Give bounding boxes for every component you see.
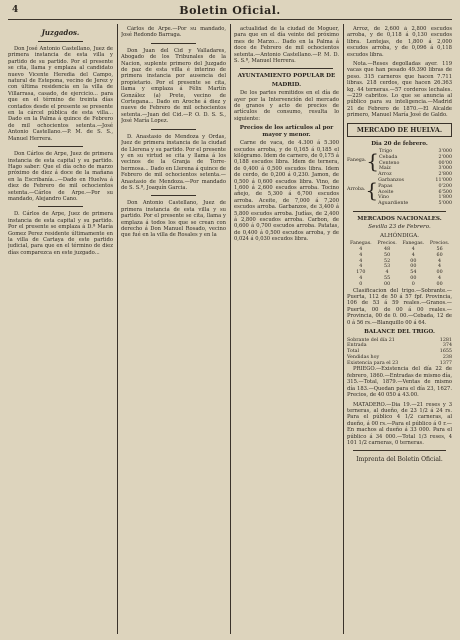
table-cell: 00	[436, 270, 443, 276]
edict-paragraph: Don José Antonio Castellano, Juez de primera instancia de esta villa y partido de su partido. Por el presente se cita, llama y emplaza al candidato nuevo Vicente Heredia del Campo, natural de Estepona, vecino de Jerez y con última residencia en la villa de Villarrasa, casado, de ejercicio... para que en el término de treinta días contados desde el presente se presente en la cárcel pública de esta villa... Dado en la Palma á quince de Febrero de mil ochocientos setenta.—José Antonio Castellano.—P. M. de S. S., Manuel Herrera.	[8, 46, 113, 142]
fanega-group	[347, 149, 452, 172]
fanega-label: Fanega.	[347, 157, 367, 163]
arroba-item-label: Aguardiente	[378, 201, 409, 207]
balance-list	[347, 338, 452, 367]
slaughter-note: Nota.—Reses degolladas ayer. 119 vacas que han pesado 49.390 libras de peso. 315 carneros que hacen 7.711 libras. 218 cerdos, que hacen 26.363 kg. 44 terneras.—57 corderos lechales.—229 cabritos. Lo que se anuncia al público para su inteligencia.—Madrid 21 de Febrero de 1870.—El Alcalde primero, Manuel María José de Galdo.	[347, 61, 452, 119]
edict-paragraph: D. Cárlos de Arpe, Juez de primera instancia de esta capital y su partido. Por el presente se emplaza á D.ª María Gomez Perez residente últimamente en la villa de Cartaya de este partido judicial, para que en el término de diez días comparezca en este juzgado...	[8, 211, 113, 256]
divider	[240, 68, 333, 69]
table-cell: 4	[385, 270, 389, 276]
market-title-box	[347, 123, 452, 137]
page-header	[0, 0, 460, 22]
table-cell: 4	[359, 258, 363, 264]
column-divider	[230, 24, 231, 634]
arroba-item-value: 6'500	[438, 189, 452, 195]
table-cell: 00	[410, 258, 417, 264]
table-cell: 48	[384, 247, 391, 253]
edict-paragraph: Don Antonio Castellano, Juez de primera instancia de esta villa y su partido. Por el presente se cita, llama y emplaza á todos los que se crean con derecho á Don Manuel Rosado, vecino que fué en la villa de Rosales y en la	[121, 200, 226, 239]
arroba-item-value: 11'000	[435, 178, 452, 184]
edict-paragraph: Don Juan del Cid y Valladares, Abogado de los Tribunales de la Nacion, suplente primero del Juzgado de paz de esta villa é interino de primera instancia por ausencia del propietario. Por el presente se cita, llama y emplaza á Félix Martín González (a) Prete, vecino de Cortegana... Dado en Aroche á diez y nueve de Febrero de mil ochocientos setenta.—Juan del Cid.—P. O. D. S. S., José María Lopez.	[121, 47, 226, 125]
divider	[353, 450, 446, 451]
table-cell: 4	[359, 276, 363, 282]
table-header-cell: Fanegas.	[402, 241, 425, 247]
table-cell: 00	[410, 276, 417, 282]
balance-row-label: Total	[347, 349, 360, 355]
divider	[151, 195, 196, 196]
table-cell: 00	[436, 281, 443, 287]
table-cell: 52	[384, 258, 391, 264]
balance-row-label: Sobrante del día 21	[347, 337, 395, 343]
edict-signature: Cárlos de Arpe.—Por su mandado, José Redondo Barraga.	[121, 26, 226, 39]
market-date: Dia 20 de febrero.	[371, 140, 428, 147]
fanega-list	[379, 149, 452, 172]
fanega-item-label: Maíz	[378, 166, 391, 172]
arroba-item-label: Papas	[378, 183, 393, 189]
table-cell: 56	[436, 247, 443, 253]
edict-paragraph: D. Anastasio de Mendoza y Ordas, Juez de primera instancia de la ciudad de Llerena y su partido. Por el presente y en su virtud se cita y llama á los vecinos de la Granja de Torre-hermosa... Dado en Llerena á quince de Febrero de mil ochocientos setenta.—Anastasio de Mendoza.—Por mandado de S. S.ª, Joaquín Garcia.	[121, 133, 226, 191]
table-cell: 4	[359, 264, 363, 270]
balance-row-value: 1377	[439, 360, 452, 366]
table-cell: 4	[411, 247, 415, 253]
table-cell: 00	[384, 281, 391, 287]
market-intro: De los partes remitidos en el día de ayer por la Intervención del mercado de granos y acto de precios de artículos de consumo, resulta lo siguiente:	[234, 90, 339, 122]
brace-glyph: {	[366, 148, 379, 173]
page-title: Boletin Oficial.	[179, 4, 281, 17]
column-divider	[117, 24, 118, 634]
arroba-item	[378, 201, 452, 207]
fanega-item-value: 00'00	[438, 160, 452, 166]
price-table-body	[347, 247, 452, 288]
divider	[353, 211, 446, 212]
arroba-group	[347, 172, 452, 207]
table-cell: 60	[436, 252, 443, 258]
header-rule	[8, 19, 452, 20]
matadero-note: MATADERO.—Dia 19.—21 reses y 3 terneras, al dueño, de 23 1/2 á 24 rs. Para el público 4 1/2 carneras, al dueño, á 00 rs.—Para el público á 0 r.—En machos al dueño á 33 000. Para el público á 34 000.—Total 1/3 reses, 4 101 1/2 carneras, 0 terneras.	[347, 401, 452, 446]
balance-row-label: Entrada	[347, 343, 367, 349]
table-cell: 00	[410, 264, 417, 270]
table-cell: 170	[356, 270, 366, 276]
arroba-item-value: 5'000	[438, 201, 452, 207]
divider	[38, 41, 83, 42]
table-cell: 4	[438, 276, 442, 282]
table-header-cell: Precios.	[377, 241, 397, 247]
divider	[38, 206, 83, 207]
table-header-cell: Precios.	[429, 241, 450, 247]
edict-paragraph: actualidad de la ciudad de Moguer, para que en el día veinte del próximo mes de Marzo... Dado en la Palma á doce de Febrero de mil ochocientos setenta.—Antonio Castellano.—P. M. D. S. S.ª, Manuel Herrera.	[234, 26, 339, 65]
fanega-item-value: 2'000	[438, 154, 452, 160]
page-number: 4	[12, 5, 19, 15]
table-cell: 4	[359, 247, 363, 253]
stocks-note: PRIEGO.—Existencia del día 22 de febrero, 1860.—Entradas de mismo día, 315.—Total, 1879.—Ventas de mismo día 183.—Quedan para el día 23, 1627. Precios, de 40 050 á 43.00.	[347, 366, 452, 399]
ayuntamiento-heading: AYUNTAMIENTO POPULAR DE	[237, 73, 336, 80]
fanega-item-value: 3'000	[438, 166, 452, 172]
table-cell: 0	[359, 281, 363, 287]
arroba-item-label: Arroz	[378, 172, 392, 178]
column-divider	[343, 24, 344, 634]
balance-row-value: 374	[442, 343, 452, 349]
arroba-label: Arroba.	[347, 186, 366, 192]
divider	[151, 129, 196, 130]
ayuntamiento-subheading: MADRID.	[271, 81, 302, 88]
national-markets-title: MERCADOS NACIONALES.	[357, 216, 442, 223]
column-3	[234, 26, 339, 632]
column-1	[8, 26, 113, 632]
national-markets-date: Sevilla 23 de Febrero.	[368, 224, 431, 231]
balance-row-label: Vendidas hoy	[347, 354, 380, 360]
column-2	[121, 26, 226, 632]
arroba-item-label: Garbanzos	[378, 178, 405, 184]
table-header-cell: Fanegas.	[349, 241, 372, 247]
table-cell: 0	[411, 281, 415, 287]
prices-heading: Precios de los artículos al por mayor y menor.	[239, 125, 334, 138]
brace-glyph: {	[365, 177, 379, 202]
table-cell: 4	[411, 252, 415, 258]
market-title: MERCADO DE HUELVA.	[356, 125, 443, 134]
arroba-item-value: 1'800	[438, 195, 452, 201]
table-cell: 50	[384, 252, 391, 258]
table-cell: 4	[438, 264, 442, 270]
arroba-item-label: Aceite	[378, 189, 394, 195]
fanega-item-label: Cebada	[378, 154, 398, 160]
balance-row-value: 1281	[439, 337, 452, 343]
wheat-classification: Clasificacion del trigo.—Sobrante.—Puerta, 112 de 50 á 57 fpf. Provincia, 106 de 53 á 59 reales.—Granos.—Puerta, 00 de 00 á 00 reales.—Provincia, 00 de 0. 00.—Cebada, 12 de 0 á 56 rs.—Blanquillo 00 á 64.	[347, 287, 452, 326]
fanega-item-value: 3'000	[438, 149, 452, 155]
column-4	[347, 26, 452, 632]
prices-continued: Arroz, de 2,600 á 2,800 escudos arroba, y de 0,118 á 0,130 escudos libra. Lentejas, de 1,800 á 2,000 escudos arroba, y de 0,096 á 0,118 escudos libra.	[347, 26, 452, 58]
price-table	[347, 241, 452, 287]
table-cell: 4	[438, 258, 442, 264]
table-cell: 53	[384, 264, 391, 270]
balance-row-label: Existencia para el 23	[347, 360, 399, 366]
arroba-item-label: Vino	[378, 195, 390, 201]
prices-list: Carne de vaca, de 4.300 á 5.300 escudos arroba, y de 0,165 á 0,185 el kilógramo. Idem de carnero, de 0,175 á 0,188 escudos libra. Idem de ternera, de 0,400 á 0,500 escudos libra. Idem de cerdo, de 0,200 á 0,230. Jamon, de 0,500 á 0,600 escudos libra. Vino, de 1,600 á 2,600 escudos arroba. Tocino añejo, de 5,300 á 6,700 escudos arroba. Aceite, de 7,000 á 7,200 escudos arroba. Garbanzos, de 3,400 á 5,800 escudos arroba. Judías, de 2,400 á 2,800 escudos arroba. Carbon, de 0,600 á 0,700 escudos arroba. Patatas, de 0,400 á 0,500 escudos arroba, y de 0,024 á 0,030 escudos libra.	[234, 140, 339, 243]
fanega-item-label: Centeno	[378, 160, 400, 166]
divider	[151, 43, 196, 44]
table-cell: 4	[359, 252, 363, 258]
arroba-list	[378, 172, 452, 207]
arroba-item-value: 0'200	[438, 183, 452, 189]
balance-row-value: 238	[442, 354, 452, 360]
arroba-item-value: 2'800	[438, 172, 452, 178]
edict-paragraph: Don Cárlos de Arpe, Juez de primera instancia de esta capital y su partido. Hago saber: Que el día ocho de marzo próximo de diez á doce de la mañana en la Escribanía...—Dado en Huelva á diez de Febrero de mil ochocientos setenta.—Cárlos de Arpe.—Por su mandado, Alejandro Cano.	[8, 151, 113, 202]
alhondiga-label: ALHÓNDIGA.	[379, 232, 420, 239]
table-cell: 54	[410, 270, 417, 276]
balance-title: BALANCE DEL TRIGO.	[364, 329, 435, 336]
balance-row-value: 1655	[439, 349, 452, 355]
printer-credit: Imprenta del Boletin Oficial.	[356, 456, 443, 464]
section-heading-juzgados: Juzgados.	[41, 28, 80, 37]
divider	[38, 146, 83, 147]
fanega-item-label: Trigo	[378, 149, 392, 155]
table-cell: 55	[384, 276, 391, 282]
